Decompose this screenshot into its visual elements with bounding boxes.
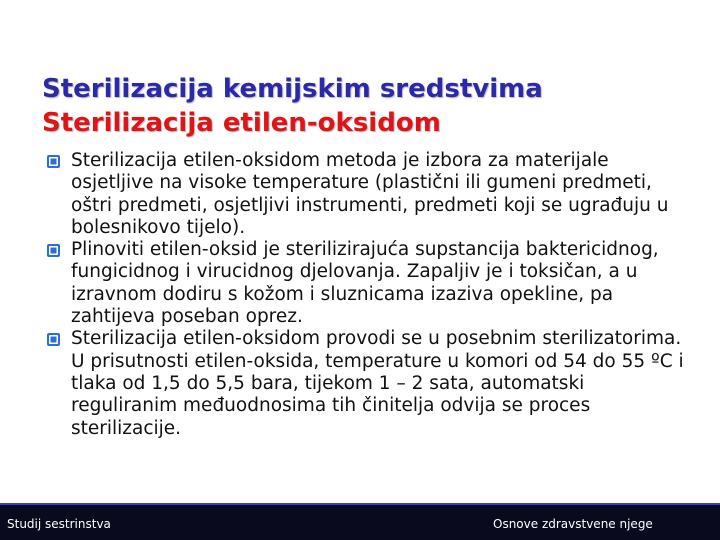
- title-line-1: Sterilizacija kemijskim sredstvima: [42, 74, 543, 104]
- bullet-item-3: [45, 328, 695, 439]
- bullet-item-1: [45, 150, 695, 239]
- footer-bar: [0, 503, 720, 540]
- title-line-2: Sterilizacija etilen-oksidom: [42, 108, 441, 138]
- footer-subject-label: Osnove zdravstvene njege: [493, 517, 653, 531]
- bullet-text-3: Sterilizacija etilen-oksidom provodi se u posebnim sterilizatorima. U prisutnosti etilen-oksida, temperature u komori od 54 do 55 ºC i tlaka od 1,5 do 5,5 bara, tijekom 1 – 2 sata, automatski reguliranim međuodnosima tih činitelja odvija se proces sterilizacije.: [71, 328, 684, 439]
- checkbox-bullet-icon: [46, 154, 61, 169]
- checkbox-bullet-icon: [46, 243, 61, 258]
- footer-course-label: Studij sestrinstva: [7, 517, 111, 531]
- checkbox-bullet-icon: [46, 332, 61, 347]
- bullet-text-1: Sterilizacija etilen-oksidom metoda je izbora za materijale osjetljive na visoke temperature (plastični ili gumeni predmeti, oštri predmeti, osjetljivi instrumenti, predmeti koji se ugrađuju u bolesnikovo tijelo).: [71, 150, 669, 238]
- bullet-list: [45, 150, 695, 440]
- bullet-text-2: Plinoviti etilen-oksid je sterilizirajuća supstancija baktericidnog, fungicidnog i virucidnog djelovanja. Zapaljiv je i toksičan, a u izravnom dodiru s kožom i sluznicama izaziva opekline, pa zahtijeva poseban oprez.: [71, 239, 659, 328]
- bullet-item-2: [45, 239, 695, 328]
- slide-title: [42, 72, 702, 140]
